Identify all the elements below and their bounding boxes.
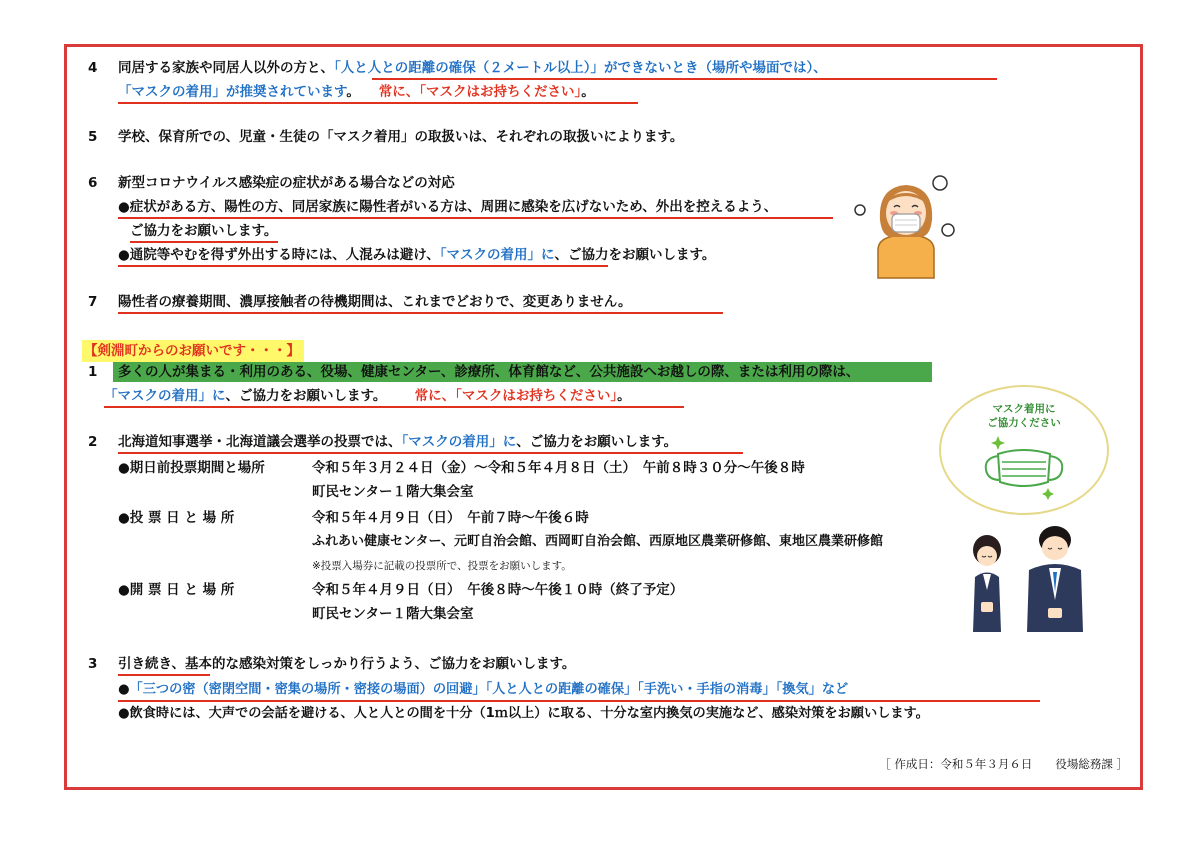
- notice3-bullet1-text: 「三つの密（密閉空間・密集の場所・密接の場面）の回避」「人と人との距離の確保」「手洗い・手指の消毒」「換気」など: [129, 682, 849, 697]
- item4-number: 4: [88, 60, 98, 76]
- count-day-place: 町民センター１階大集会室: [312, 606, 474, 622]
- item4-text-distance: 「人と人との距離の確保（２メートル以上）」ができないとき（場所や場面では）、: [334, 60, 827, 76]
- masked-woman-illustration: [850, 165, 965, 280]
- item5-number: 5: [88, 129, 98, 145]
- notice1-text: 多くの人が集まる・利用のある、役場、健康センター、診療所、体育館など、公共施設へお越しの際、または利用の際は、: [118, 364, 860, 380]
- notice1-mask: 「マスクの着用」に: [104, 388, 226, 404]
- notice1-carry-mask: 常に、「マスクはお持ちください」: [414, 388, 618, 404]
- item4-text-carry-mask: 常に、「マスクはお持ちください」: [378, 84, 582, 100]
- mask-badge-line1: マスク着用に: [992, 403, 1056, 415]
- item6-number: 6: [88, 175, 98, 191]
- mask-icon: [998, 450, 1050, 486]
- notice3-number: 3: [88, 656, 98, 672]
- bowing-man-icon: [1027, 526, 1083, 632]
- mask-badge-line2: ご協力ください: [987, 417, 1061, 429]
- item4-period-2: 。: [581, 84, 595, 100]
- item7-number: 7: [88, 294, 98, 310]
- early-vote-label: ●期日前投票期間と場所: [118, 460, 265, 476]
- notice1-line2: [104, 386, 631, 406]
- notice2-underline: [118, 452, 743, 454]
- item6-bullet2-text-c: 、ご協力をお願いします。: [554, 247, 716, 263]
- notice2-title-line: [88, 432, 677, 452]
- item6-title-line: [88, 173, 455, 193]
- notice3-title: 引き続き、基本的な感染対策をしっかり行うよう、ご協力をお願いします。: [118, 656, 576, 672]
- item6-bullet2-mask: 「マスクの着用」に: [439, 247, 555, 263]
- item7-line: [88, 292, 632, 312]
- item6-title: 新型コロナウイルス感染症の症状がある場合などの対応: [118, 175, 455, 191]
- notice2-mask: 「マスクの着用」に: [401, 434, 517, 450]
- item6-bullet1-line1: ●症状がある方、陽性の方、同居家族に陽性者がいる方は、周囲に感染を広げないため、外出を控えるよう、: [118, 199, 778, 215]
- item4-line1: [88, 58, 827, 78]
- item6-underline-2: [130, 241, 278, 243]
- creation-footer: ［ 作成日：令和５年３月６日 役場総務課 ］: [879, 757, 1128, 771]
- item7-underline: [118, 312, 723, 314]
- early-vote-place: 町民センター１階大集会室: [312, 484, 474, 500]
- notice3-underline-1: [118, 674, 210, 676]
- item4-text-mask-recommended: 「マスクの着用」が推奨されています: [118, 84, 347, 100]
- item4-period-1: 。: [346, 84, 360, 100]
- item6-underline-3: [118, 265, 608, 267]
- item6-underline-1: [118, 217, 833, 219]
- vote-day-label: ●投 票 日 と 場 所: [118, 510, 235, 526]
- vote-day-date: 令和５年４月９日（日） 午前７時～午後６時: [312, 510, 589, 526]
- notice1-period: 。: [617, 388, 631, 404]
- item6-bullet2-text-a: ●通院等やむを得ず外出する時には、人混みは避け、: [118, 247, 440, 263]
- notice1-underline: [104, 406, 684, 408]
- notice3-bullet1-mark: ●: [118, 682, 130, 697]
- item5-text: 学校、保育所での、児童・生徒の「マスク着用」の取扱いは、それぞれの取扱いによります。: [118, 129, 684, 145]
- notice3-title-line: [88, 654, 575, 674]
- item4-underline-2: [118, 102, 638, 104]
- notice2-number: 2: [88, 434, 98, 450]
- notice3-bullet2-line: ●飲食時には、大声での会話を避ける、人と人との間を十分（1ｍ以上）に取る、十分な室内換気の実施など、感染対策をお願いします。: [118, 706, 929, 721]
- notice1-line1: [88, 362, 859, 382]
- notice1-number: 1: [88, 364, 98, 380]
- count-day-label: ●開 票 日 と 場 所: [118, 582, 235, 598]
- item4-text-a: 同居する家族や同居人以外の方と、: [118, 60, 334, 76]
- cough-puff-icon: [933, 176, 947, 190]
- notice1-request: 、ご協力をお願いします。: [225, 388, 387, 404]
- item6-bullet1-line2: ご協力をお願いします。: [130, 223, 278, 239]
- notice3-underline-2: [118, 700, 1040, 702]
- vote-day-places: ふれあい健康センター、元町自治会館、西岡町自治会館、西原地区農業研修館、東地区農業研修館: [312, 534, 883, 549]
- notice2-title-a: 北海道知事選挙・北海道議会選挙の投票では、: [118, 434, 402, 450]
- notice3-bullet1-line: [118, 680, 848, 700]
- item4-underline-1: [372, 78, 997, 80]
- bowing-woman-icon: [973, 535, 1001, 632]
- early-vote-date: 令和５年３月２４日（金）～令和５年４月８日（土） 午前８時３０分～午後８時: [312, 460, 805, 476]
- item6-bullet2-line: [118, 245, 715, 265]
- bowing-staff-illustration: [965, 522, 1095, 634]
- vote-day-note: ※投票入場券に記載の投票所で、投票をお願いします。: [312, 560, 572, 572]
- count-day-date: 令和５年４月９日（日） 午後８時～午後１０時（終了予定）: [312, 582, 684, 598]
- mask-badge: [938, 384, 1110, 516]
- item4-line2: [118, 82, 595, 102]
- notice-heading: 【剣淵町からのお願いです・・・】: [82, 340, 304, 362]
- item5-line: [88, 127, 683, 147]
- notice2-title-c: 、ご協力をお願いします。: [516, 434, 678, 450]
- item7-text: 陽性者の療養期間、濃厚接触者の待機期間は、これまでどおりで、変更ありません。: [118, 294, 632, 310]
